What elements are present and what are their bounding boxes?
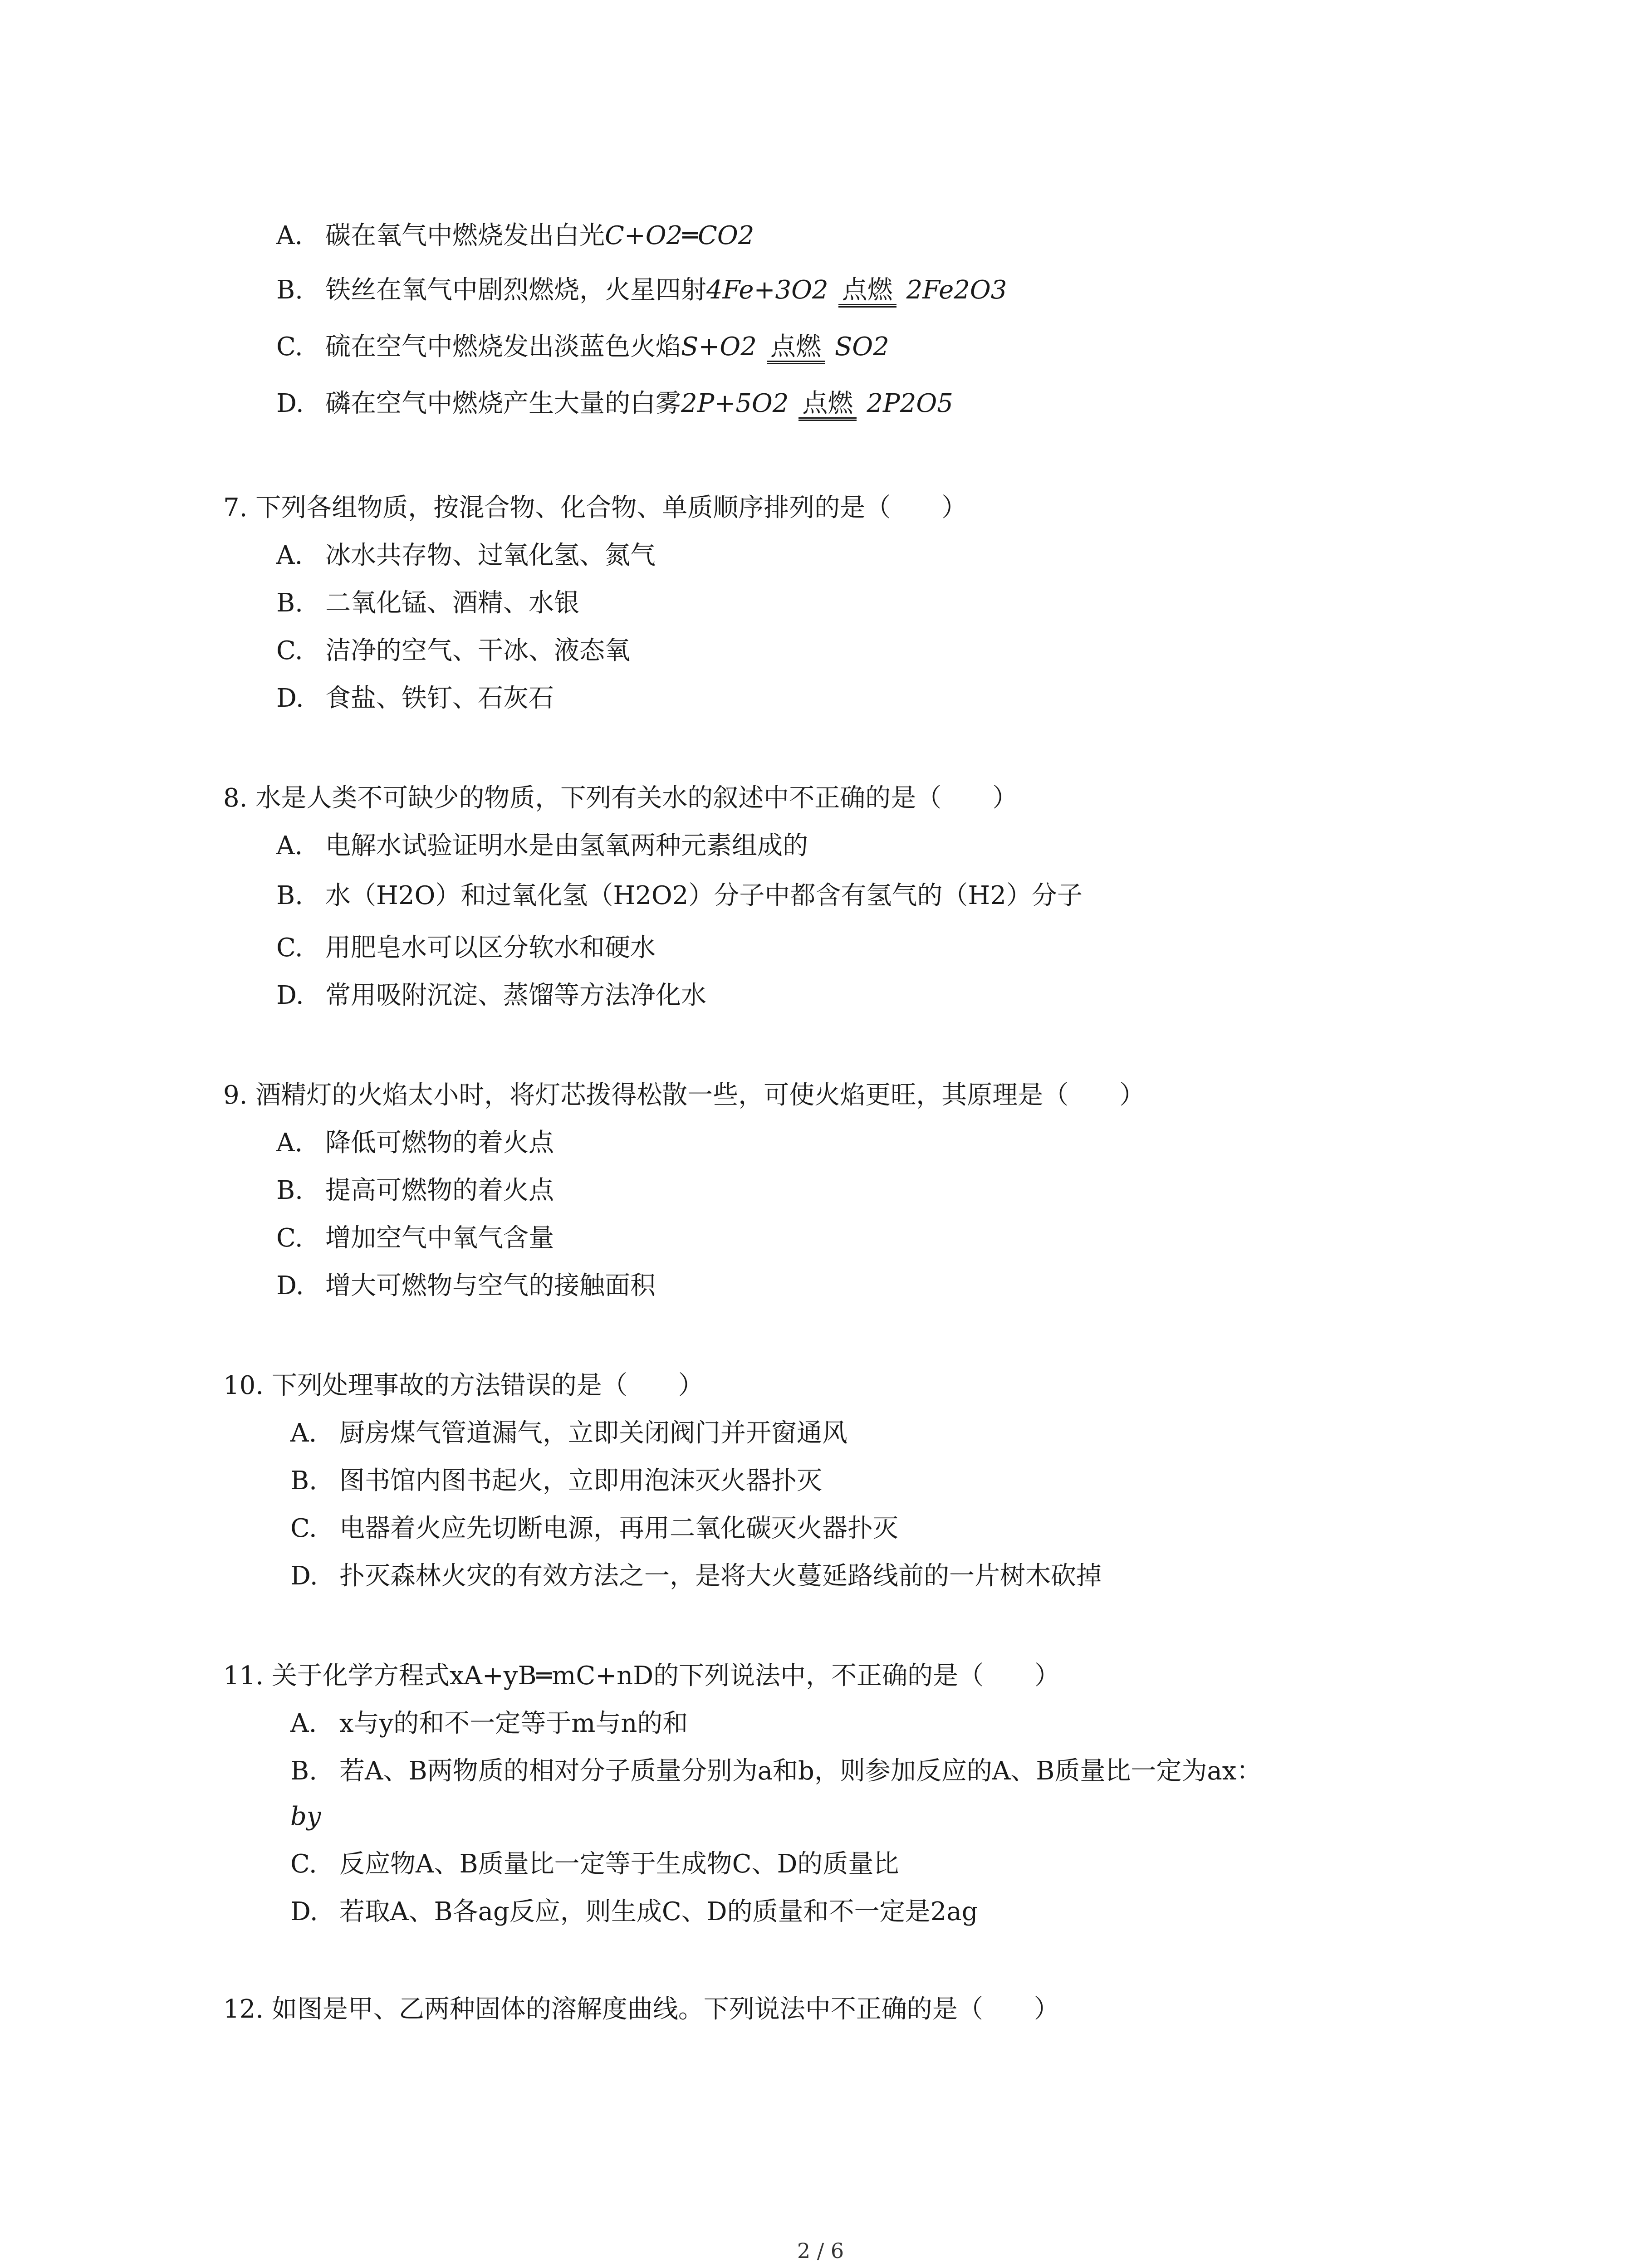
q6-option-d	[276, 386, 953, 422]
q8-option-b	[276, 878, 1083, 914]
option-label: B.	[276, 881, 303, 910]
page-number: 2 / 6	[797, 2239, 844, 2263]
q9-option-c	[276, 1220, 554, 1256]
q10-option-d	[290, 1558, 1102, 1594]
option-text: 用肥皂水可以区分软水和硬水	[325, 933, 656, 963]
equation-rhs: SO2	[834, 332, 889, 362]
equation-lhs: 2P+5O2	[681, 389, 789, 418]
q6-option-a	[276, 218, 754, 254]
option-label: A.	[276, 221, 303, 250]
option-text: 水（H2O）和过氧化氢（H2O2）分子中都含有氢气的（H2）分子	[325, 881, 1083, 910]
q6-option-c	[276, 329, 889, 365]
option-text: 提高可燃物的着火点	[325, 1176, 554, 1205]
formula: C+O2═CO2	[605, 221, 754, 250]
reaction-condition: 点燃	[838, 277, 896, 308]
option-label: A.	[290, 1709, 317, 1738]
equation-lhs: 4Fe+3O2	[706, 275, 828, 305]
q9-option-a	[276, 1125, 554, 1161]
q11-option-b	[290, 1753, 1262, 1789]
q8-option-c	[276, 930, 656, 966]
q11-option-a	[290, 1706, 688, 1742]
q11-option-d	[290, 1894, 978, 1930]
option-label: B.	[276, 1176, 303, 1205]
option-label: C.	[290, 1849, 317, 1879]
option-text: 冰水共存物、过氧化氢、氮气	[325, 541, 656, 570]
option-text: 若取A、B各ag反应，则生成C、D的质量和不一定是2ag	[339, 1897, 978, 1926]
option-label: D.	[290, 1561, 318, 1591]
option-label: B.	[276, 588, 303, 618]
q10-option-a	[290, 1415, 847, 1452]
option-label: C.	[276, 332, 303, 362]
option-label: D.	[276, 1271, 304, 1300]
option-text: 食盐、铁钉、石灰石	[325, 684, 554, 713]
equation-rhs: 2Fe2O3	[906, 275, 1007, 305]
option-text: 反应物A、B质量比一定等于生成物C、D的质量比	[339, 1849, 899, 1879]
option-text: 若A、B两物质的相对分子质量分别为a和b，则参加反应的A、B质量比一定为ax：	[339, 1756, 1262, 1786]
option-text: 厨房煤气管道漏气，立即关闭阀门并开窗通风	[339, 1418, 847, 1448]
q7-stem: 7. 下列各组物质，按混合物、化合物、单质顺序排列的是（ ）	[223, 493, 967, 523]
option-text: 图书馆内图书起火，立即用泡沫灭火器扑灭	[339, 1466, 822, 1496]
option-label: A.	[276, 831, 303, 860]
option-text: 磷在空气中燃烧产生大量的白雾	[325, 389, 681, 418]
option-label: C.	[276, 1223, 303, 1253]
option-label: D.	[276, 684, 304, 713]
q9-option-d	[276, 1268, 656, 1304]
reaction-condition: 点燃	[767, 333, 825, 364]
q8-stem: 8. 水是人类不可缺少的物质，下列有关水的叙述中不正确的是（ ）	[223, 783, 1018, 813]
option-text: 碳在氧气中燃烧发出白光	[325, 221, 605, 250]
equation-rhs: 2P2O5	[867, 389, 953, 418]
q7-option-a	[276, 538, 656, 574]
q7-option-c	[276, 633, 630, 669]
q11-stem: 11. 关于化学方程式xA+yB═mC+nD的下列说法中，不正确的是（ ）	[223, 1661, 1060, 1691]
option-label: B.	[290, 1756, 317, 1786]
q7-option-d	[276, 680, 554, 717]
option-text: 电器着火应先切断电源，再用二氧化碳灭火器扑灭	[339, 1514, 898, 1543]
q9-stem: 9. 酒精灯的火焰太小时，将灯芯拨得松散一些，可使火焰更旺，其原理是（ ）	[223, 1080, 1145, 1110]
option-text: 增加空气中氧气含量	[325, 1223, 554, 1253]
option-label: B.	[276, 275, 303, 305]
option-text: 扑灭森林火灾的有效方法之一，是将大火蔓延路线前的一片树木砍掉	[339, 1561, 1102, 1591]
option-text: 硫在空气中燃烧发出淡蓝色火焰	[325, 332, 681, 362]
option-text: 增大可燃物与空气的接触面积	[325, 1271, 656, 1300]
q10-option-c	[290, 1510, 898, 1547]
q7-option-b	[276, 585, 579, 621]
option-label: B.	[290, 1466, 317, 1496]
reaction-condition: 点燃	[798, 390, 857, 421]
option-text: 电解水试验证明水是由氢氧两种元素组成的	[325, 831, 808, 860]
option-label: A.	[276, 541, 303, 570]
option-label: C.	[290, 1514, 317, 1543]
q9-option-b	[276, 1173, 554, 1209]
q8-option-d	[276, 978, 706, 1014]
q10-stem: 10. 下列处理事故的方法错误的是（ ）	[223, 1371, 704, 1400]
q6-option-b	[276, 272, 1007, 308]
q11-option-b-continued	[290, 1799, 321, 1835]
q12-stem: 12. 如图是甲、乙两种固体的溶解度曲线。下列说法中不正确的是（ ）	[223, 1994, 1059, 2024]
option-text: 二氧化锰、酒精、水银	[325, 588, 579, 618]
equation-lhs: S+O2	[681, 332, 757, 362]
option-label: A.	[290, 1418, 317, 1448]
option-label: C.	[276, 636, 303, 665]
option-text: by	[290, 1802, 321, 1831]
option-text: 洁净的空气、干冰、液态氧	[325, 636, 630, 665]
option-label: D.	[290, 1897, 318, 1926]
option-text: x与y的和不一定等于m与n的和	[339, 1709, 688, 1738]
option-text: 铁丝在氧气中剧烈燃烧，火星四射	[325, 275, 706, 305]
option-text: 降低可燃物的着火点	[325, 1128, 554, 1158]
option-label: D.	[276, 389, 304, 418]
option-text: 常用吸附沉淀、蒸馏等方法净化水	[325, 981, 706, 1010]
q11-option-c	[290, 1846, 899, 1882]
q8-option-a	[276, 828, 808, 864]
option-label: A.	[276, 1128, 303, 1158]
option-label: D.	[276, 981, 304, 1010]
q10-option-b	[290, 1463, 822, 1499]
option-label: C.	[276, 933, 303, 963]
